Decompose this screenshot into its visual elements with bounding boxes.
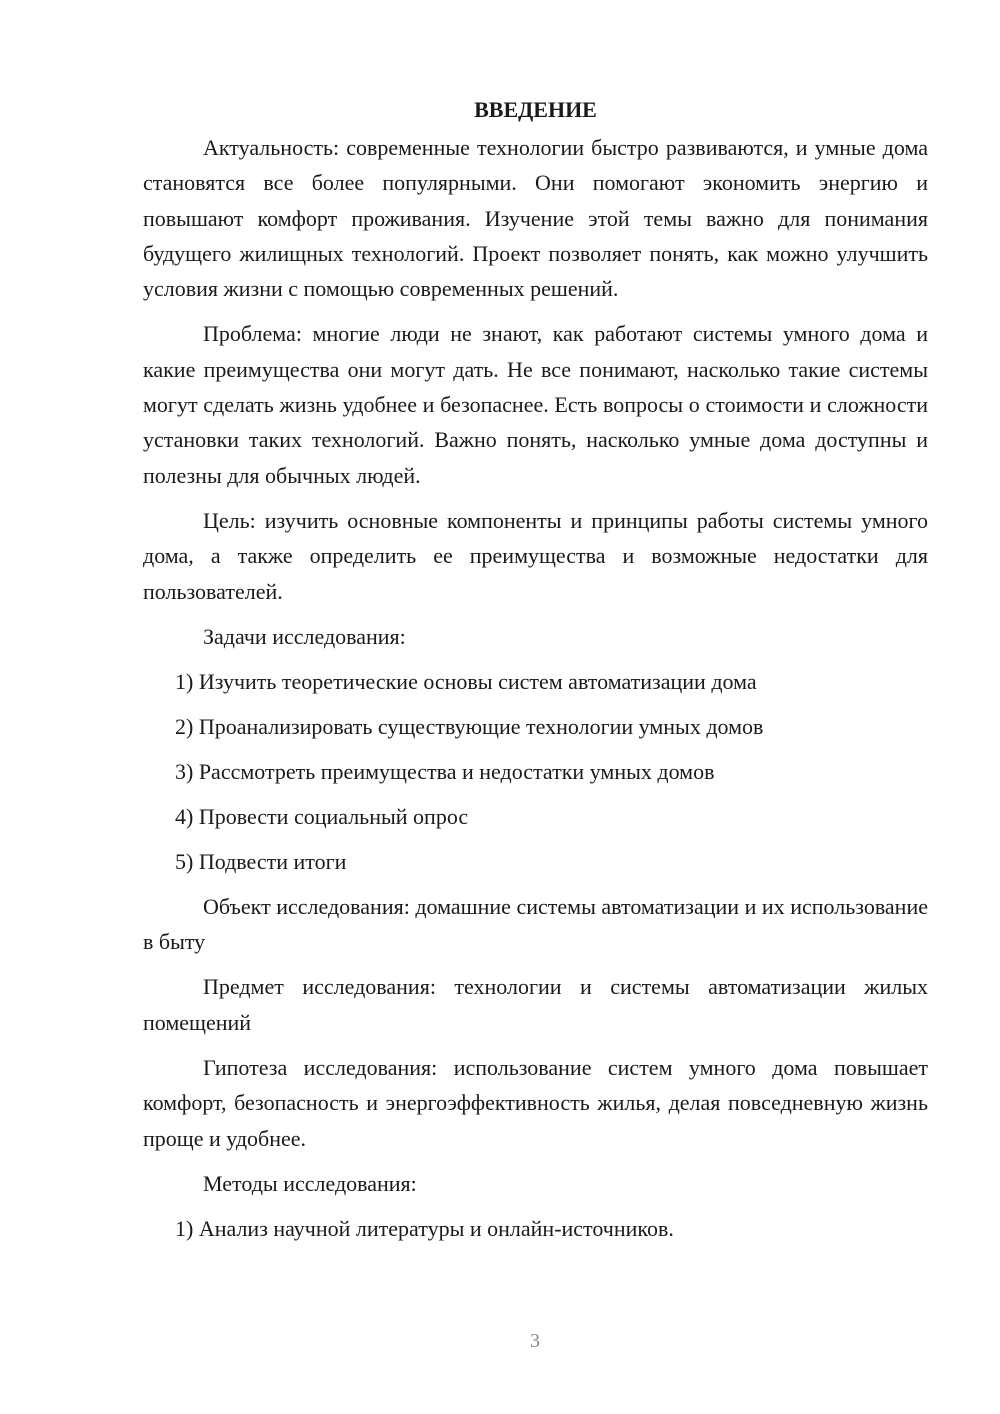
methods-label: Методы исследования:	[203, 1170, 417, 1196]
page-number: 3	[530, 1330, 540, 1352]
document-page	[143, 94, 928, 1256]
relevance-paragraph: Актуальность: современные технологии быстро развиваются, и умные дома становятся все более популярными. Они помогают экономить энергию и повышают комфорт проживания. Изучение этой темы важно для понимания будущего жилищных технологий. Проект позволяет понять, как можно улучшить условия жизни с помощью современных решений.	[143, 135, 928, 302]
tasks-list	[143, 664, 928, 879]
methods-list	[143, 1211, 928, 1246]
problem-paragraph: Проблема: многие люди не знают, как работают системы умного дома и какие преимущества они могут дать. Не все понимают, насколько такие системы могут сделать жизнь удобнее и безопаснее. Есть вопросы о стоимости и сложности установки таких технологий. Важно понять, насколько умные дома доступны и полезны для обычных людей.	[143, 321, 928, 488]
task-item: 1) Изучить теоретические основы систем автоматизации дома	[175, 668, 757, 694]
task-item: 2) Проанализировать существующие технологии умных домов	[175, 713, 764, 739]
task-item: 4) Провести социальный опрос	[175, 803, 469, 829]
section-heading: ВВЕДЕНИЕ	[474, 97, 597, 122]
goal-paragraph: Цель: изучить основные компоненты и принципы работы системы умного дома, а также определить ее преимущества и возможные недостатки для пользователей.	[143, 507, 928, 604]
tasks-label: Задачи исследования:	[203, 623, 406, 649]
task-item: 5) Подвести итоги	[175, 848, 347, 874]
hypothesis-paragraph: Гипотеза исследования: использование систем умного дома повышает комфорт, безопасность и энергоэффективность жилья, делая повседневную жизнь проще и удобнее.	[143, 1055, 928, 1151]
object-paragraph: Объект исследования: домашние системы автоматизации и их использование в быту	[143, 893, 928, 955]
task-item: 3) Рассмотреть преимущества и недостатки умных домов	[175, 758, 715, 784]
method-item: 1) Анализ научной литературы и онлайн-источников.	[175, 1215, 674, 1241]
subject-paragraph: Предмет исследования: технологии и системы автоматизации жилых помещений	[143, 974, 928, 1035]
